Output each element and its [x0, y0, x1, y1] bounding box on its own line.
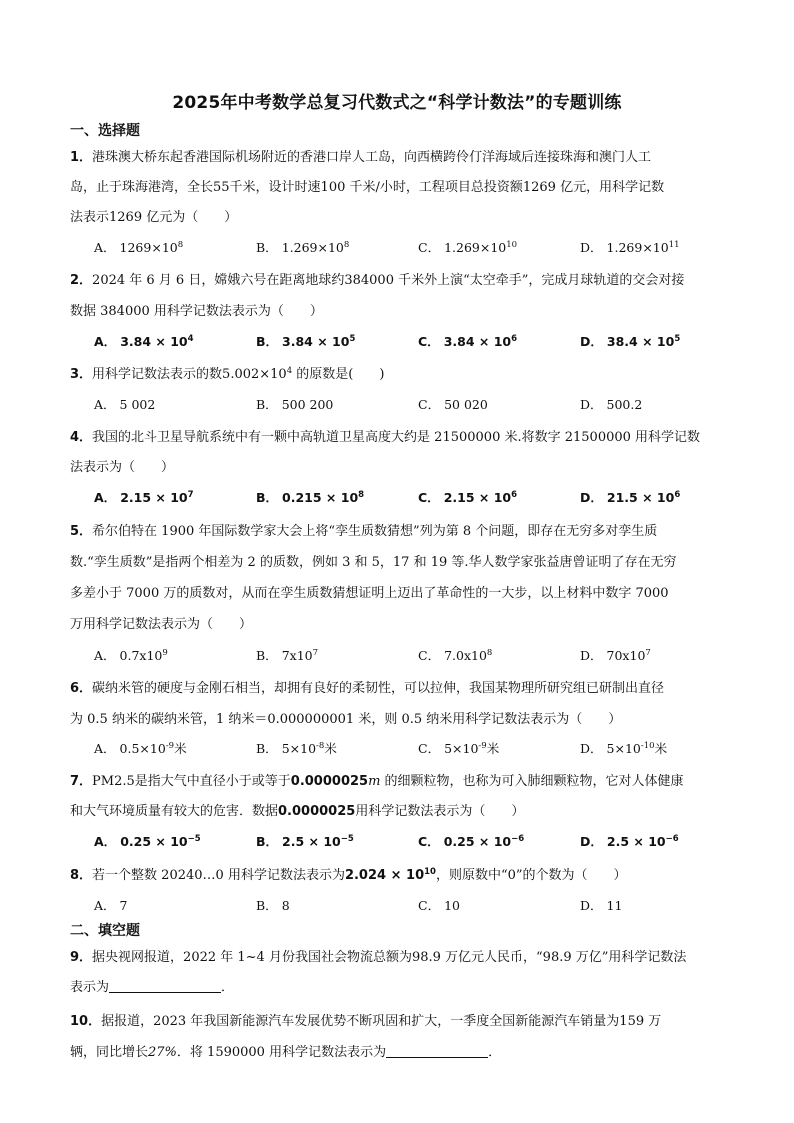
question-text: 我国的北斗卫星导航系统中有一颗中高轨道卫星高度大约是 21500000 米.将数字 21500000 用科学记数 — [92, 430, 701, 445]
option-b[interactable]: B． 500 200 — [256, 397, 334, 412]
option-d[interactable]: D． 11 — [580, 898, 623, 913]
section-heading-choice: 一、选择题 — [70, 123, 140, 139]
option-b[interactable]: B． 8 — [256, 898, 290, 913]
question-7-line-1: 7．PM2.5是指大气中直径小于或等于0.0000025m 的细颗粒物，也称为可入肺细颗粒物，它对人体健康 — [70, 774, 684, 789]
option-d[interactable]: D． $2.5 \times 10^{-6}$ — [580, 834, 679, 849]
option-b[interactable]: B． $1.269\times 10^8$ — [256, 240, 350, 255]
question-number: 4． — [70, 430, 93, 445]
option-a[interactable]: A． 7 — [94, 898, 128, 913]
option-d[interactable]: D． $38.4 \times 10^5$ — [580, 334, 681, 349]
question-5-line-4: 万用科学记数法表示为（ ） — [70, 617, 253, 632]
question-5-line-1 — [70, 520, 657, 539]
question-text: 据央视网报道，2022 年 1~4 月份我国社会物流总额为98.9 万亿元人民币，“98.9 万亿”用科学记数法 — [92, 950, 687, 965]
option-a[interactable]: A． $0.5\times 10^{-9}$米 — [94, 741, 187, 756]
question-6-line-2: 为 0.5 纳米的碳纳米管，1 纳米＝0.000000001 米，则 0.5 纳米用科学记数法表示为（ ） — [70, 712, 622, 727]
option-c[interactable]: C． $0.25 \times 10^{-6}$ — [418, 834, 525, 849]
question-number: 3． — [70, 367, 93, 382]
question-10-line-1 — [70, 1010, 661, 1029]
question-1-line-1 — [70, 146, 651, 165]
answer-blank[interactable] — [109, 980, 221, 993]
question-8-line-1: 8．若一个整数 20240…0 用科学记数法表示为$2.024 \times 10^{10}$，则原数中“0”的个数为（ ） — [70, 867, 627, 883]
option-c[interactable]: C． $3.84 \times 10^6$ — [418, 334, 518, 349]
option-b[interactable]: B． $0.215 \times 10^8$ — [256, 490, 365, 505]
question-1-line-2: 岛，止于珠海港湾，全长55千米，设计时速100 千米/小时，工程项目总投资额1269 亿元，用科学记数 — [70, 180, 665, 195]
option-b[interactable]: B． $2.5 \times 10^{-5}$ — [256, 834, 354, 849]
option-b[interactable]: B． $3.84 \times 10^5$ — [256, 334, 356, 349]
question-1-line-3: 法表示1269 亿元为（ ） — [70, 210, 238, 225]
question-4-line-1 — [70, 426, 700, 445]
question-number: 6． — [70, 681, 93, 696]
option-d[interactable]: D． $70x10^7$ — [580, 648, 651, 663]
question-6-line-1 — [70, 677, 664, 696]
option-b[interactable]: B． $7x10^7$ — [256, 648, 319, 663]
question-number: 9． — [70, 950, 93, 965]
option-c[interactable]: C． 50 020 — [418, 397, 488, 412]
section-heading-fill: 二、填空题 — [70, 923, 140, 939]
question-number: 7． — [70, 774, 93, 789]
question-9-line-2: 表示为 ． — [70, 980, 235, 995]
option-d[interactable]: D． 500.2 — [580, 397, 643, 412]
option-b[interactable]: B． $5\times 10^{-8}$米 — [256, 741, 337, 756]
option-a[interactable]: A． $0.7x10^9$ — [94, 648, 168, 663]
question-9-line-1 — [70, 946, 686, 965]
question-text: 希尔伯特在 1900 年国际数学家大会上将“孪生质数猜想”列为第 8 个问题，即存在无穷多对孪生质 — [92, 524, 658, 539]
question-number: 10． — [70, 1014, 102, 1029]
question-text: 港珠澳大桥东起香港国际机场附近的香港口岸人工岛，向西横跨伶仃洋海域后连接珠海和澳门人工 — [92, 150, 652, 165]
option-c[interactable]: C． $7.0x10^8$ — [418, 648, 493, 663]
question-text: 据报道，2023 年我国新能源汽车发展优势不断巩固和扩大，一季度全国新能源汽车销量为159 万 — [101, 1014, 662, 1029]
question-number: 2． — [70, 273, 93, 288]
question-5-line-3: 多差小于 7000 万的质数对，从而在孪生质数猜想证明上迈出了革命性的一大步，以上材料中数字 7000 — [70, 586, 669, 601]
question-7-line-2: 和大气环境质量有较大的危害．数据0.0000025用科学记数法表示为（ ） — [70, 804, 525, 819]
question-3-line-1: 3．用科学记数法表示的数$5.002\times 10^4$ 的原数是( ) — [70, 366, 385, 382]
question-5-line-2: 数.“孪生质数”是指两个相差为 2 的质数，例如 3 和 5，17 和 19 等.华人数学家张益唐曾证明了存在无穷 — [70, 555, 677, 570]
option-a[interactable]: A． 5 002 — [94, 397, 156, 412]
option-c[interactable]: C． $5\times 10^{-9}$米 — [418, 741, 500, 756]
question-number: 5． — [70, 524, 93, 539]
page-title: 2025年中考数学总复习代数式之“科学计数法”的专题训练 — [172, 93, 622, 113]
question-2-line-1 — [70, 269, 684, 288]
question-10-line-2: 辆，同比增长27%．将 1590000 用科学记数法表示为 ． — [70, 1045, 502, 1060]
option-a[interactable]: A． $0.25 \times 10^{-5}$ — [94, 834, 201, 849]
option-a[interactable]: A． $3.84 \times 10^4$ — [94, 334, 194, 349]
answer-blank[interactable] — [386, 1045, 488, 1058]
question-4-line-2: 法表示为（ ） — [70, 460, 175, 475]
option-c[interactable]: C． $2.15 \times 10^6$ — [418, 490, 518, 505]
option-d[interactable]: D． $1.269\times 10^{11}$ — [580, 240, 680, 255]
question-text: 2024 年 6 月 6 日，嫦娥六号在距离地球约384000 千米外上演“太空牵手”，完成月球轨道的交会对接 — [92, 273, 685, 288]
question-2-line-2: 数据 384000 用科学记数法表示为（ ） — [70, 304, 323, 319]
option-c[interactable]: C． 10 — [418, 898, 460, 913]
question-text: 碳纳米管的硬度与金刚石相当，却拥有良好的柔韧性，可以拉伸，我国某物理所研究组已研制出直径 — [92, 681, 665, 696]
option-a[interactable]: A． $1269\times 10^8$ — [94, 240, 184, 255]
option-c[interactable]: C． $1.269\times 10^{10}$ — [418, 240, 518, 255]
option-d[interactable]: D． $5\times 10^{-10}$米 — [580, 741, 668, 756]
option-a[interactable]: A． $2.15 \times 10^7$ — [94, 490, 194, 505]
option-d[interactable]: D． $21.5 \times 10^6$ — [580, 490, 681, 505]
question-number: 1． — [70, 150, 93, 165]
question-number: 8． — [70, 868, 93, 883]
